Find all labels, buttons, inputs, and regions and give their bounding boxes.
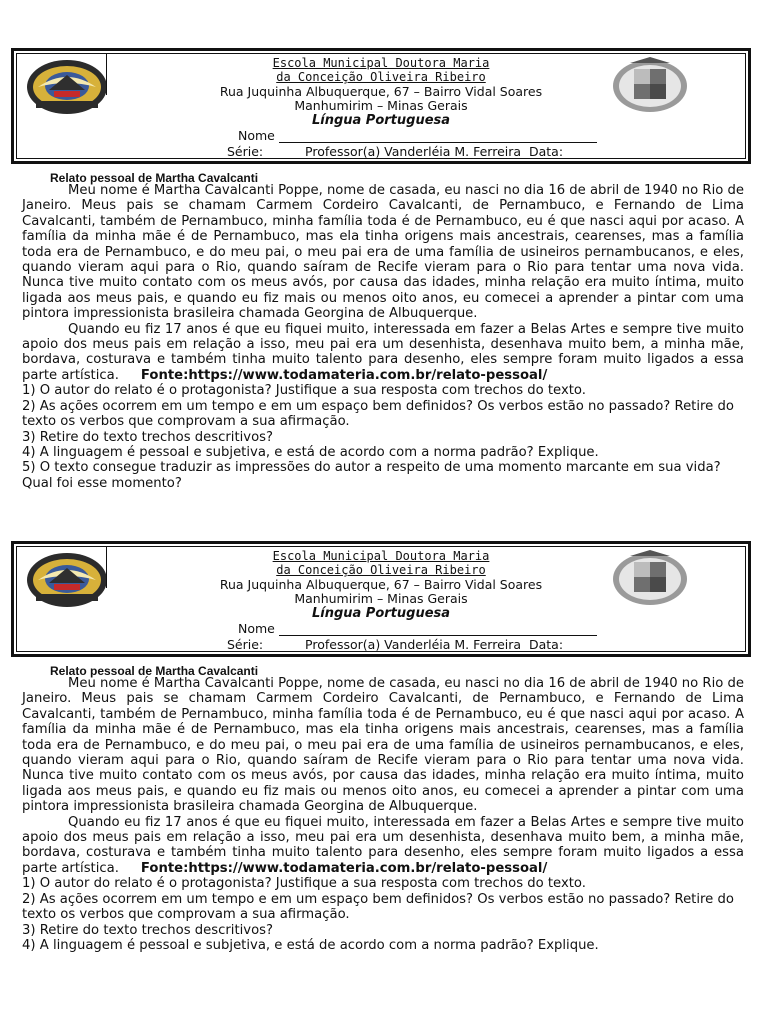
date-label: Data: — [529, 144, 564, 159]
paragraph-1: Meu nome é Martha Cavalcanti Poppe, nome de casada, eu nasci no dia 16 de abril de 1940 no Rio de Janeiro. Meus pais se chamam Carmem Cordeiro Cavalcanti, de Pernambuco, e Fernando de Lima Cavalcanti, também de Pernambuco, minha família toda é de Pernambuco, eu é que nasci aqui por acaso. A família da minha mãe é de Pernambuco, mas ela tinha origens mais ancestrais, cearenses, mas a família toda era de Pernambuco, e do meu pai, o meu pai era de uma família de usineiros pernambucanos, e eles, quando vieram aqui para o Rio, quando saíram de Recife vieram para o Rio para tentar uma nova vida. Nunca tive muito contato com os meus avós, por causa das idades, minha relação era muito íntima, muito ligada aos meus pais, e quando eu fiz mais ou menos oito anos, eu comecei a aprender a pintar com uma pintora impressionista brasileira chamada Georgina de Albuquerque. — [22, 183, 744, 322]
source-link: Fonte:https://www.todamateria.com.br/relato-pessoal/ — [140, 860, 548, 876]
name-field[interactable] — [238, 128, 597, 143]
paragraph-1: Meu nome é Martha Cavalcanti Poppe, nome de casada, eu nasci no dia 16 de abril de 1940 no Rio de Janeiro. Meus pais se chamam Carmem Cordeiro Cavalcanti, de Pernambuco, e Fernando de Lima Cavalcanti, também de Pernambuco, minha família toda é de Pernambuco, eu é que nasci aqui por acaso. A família da minha mãe é de Pernambuco, mas ela tinha origens mais ancestrais, cearenses, mas a família toda era de Pernambuco, e do meu pai, o meu pai era de uma família de usineiros pernambucanos, e eles, quando vieram aqui para o Rio, quando saíram de Recife vieram para o Rio para tentar uma nova vida. Nunca tive muito contato com os meus avós, por causa das idades, minha relação era muito íntima, muito ligada aos meus pais, e quando eu fiz mais ou menos oito anos, eu comecei a aprender a pintar com uma pintora impressionista brasileira chamada Georgina de Albuquerque. — [22, 676, 744, 815]
professor-name: Professor(a) Vanderléia M. Ferreira — [305, 144, 522, 159]
question-2: 2) As ações ocorrem em um tempo e em um espaço bem definidos? Os verbos estão no passado? Retire do texto os verbos que comprovam a sua afirmação. — [22, 398, 734, 430]
source-link: Fonte:https://www.todamateria.com.br/relato-pessoal/ — [140, 367, 548, 383]
question-3: 3) Retire do texto trechos descritivos? — [22, 429, 274, 445]
name-field[interactable] — [238, 621, 597, 636]
text-title: Relato pessoal de Martha Cavalcanti — [50, 171, 259, 185]
question-4: 4) A linguagem é pessoal e subjetiva, e está de acordo com a norma padrão? Explique. — [22, 444, 599, 460]
school-city: Manhumirim – Minas Gerais — [294, 591, 468, 607]
professor-name: Professor(a) Vanderléia M. Ferreira — [305, 637, 522, 652]
school-name-line2: da Conceição Oliveira Ribeiro — [276, 70, 486, 85]
question-2: 2) As ações ocorrem em um tempo e em um espaço bem definidos? Os verbos estão no passado? Retire do texto os verbos que comprovam a sua afirmação. — [22, 891, 734, 923]
serie-field[interactable] — [267, 147, 293, 159]
paragraph-2: Quando eu fiz 17 anos é que eu fiquei muito, interessada em fazer a Belas Artes e sempre tive muito apoio dos meus pais em relação a isso, meu pai era um desenhista, desenhava muito bem, a minha mãe, bordava, costurava e também tinha muito talento para desenho, eles sempre foram muito ligados a essa parte artística. Fonte:https://www.todamateria.com.br/relato-pessoal/ — [22, 814, 744, 876]
school-name-line1: Escola Municipal Doutora Maria — [272, 549, 490, 563]
text-title: Relato pessoal de Martha Cavalcanti — [50, 664, 259, 678]
school-address: Rua Juquinha Albuquerque, 67 – Bairro Vidal Soares — [219, 83, 543, 99]
question-5: 5) O texto consegue traduzir as impressões do autor a respeito de uma momento marcante em sua vida? Qual foi esse momento? — [22, 460, 721, 491]
header-box — [11, 541, 751, 657]
text-body — [22, 676, 744, 953]
subject-title: Língua Portuguesa — [311, 605, 451, 621]
subject-title: Língua Portuguesa — [311, 112, 451, 128]
serie-row — [227, 144, 563, 159]
paragraph-2: Quando eu fiz 17 anos é que eu fiquei muito, interessada em fazer a Belas Artes e sempre tive muito apoio dos meus pais em relação a isso, meu pai era um desenhista, desenhava muito bem, a minha mãe, bordava, costurava e também tinha muito talento para desenho, eles sempre foram muito ligados a essa parte artística. Fonte:https://www.todamateria.com.br/relato-pessoal/ — [22, 321, 744, 383]
question-4: 4) A linguagem é pessoal e subjetiva, e está de acordo com a norma padrão? Explique. — [22, 937, 599, 953]
school-address: Rua Juquinha Albuquerque, 67 – Bairro Vidal Soares — [219, 576, 543, 592]
serie-field[interactable] — [267, 640, 293, 652]
question-1: 1) O autor do relato é o protagonista? Justifique a sua resposta com trechos do texto. — [22, 876, 586, 892]
name-label: Nome — [238, 621, 275, 636]
date-label: Data: — [529, 637, 564, 652]
serie-row — [227, 637, 563, 652]
school-name-line1: Escola Municipal Doutora Maria — [272, 56, 490, 70]
question-1: 1) O autor do relato é o protagonista? Justifique a sua resposta com trechos do texto. — [22, 383, 586, 399]
serie-label: Série: — [227, 637, 264, 652]
text-body — [22, 183, 744, 491]
school-name-line2: da Conceição Oliveira Ribeiro — [276, 563, 486, 578]
header-box — [11, 48, 751, 164]
serie-label: Série: — [227, 144, 264, 159]
school-city: Manhumirim – Minas Gerais — [294, 98, 468, 114]
name-label: Nome — [238, 128, 275, 143]
question-3: 3) Retire do texto trechos descritivos? — [22, 922, 274, 938]
